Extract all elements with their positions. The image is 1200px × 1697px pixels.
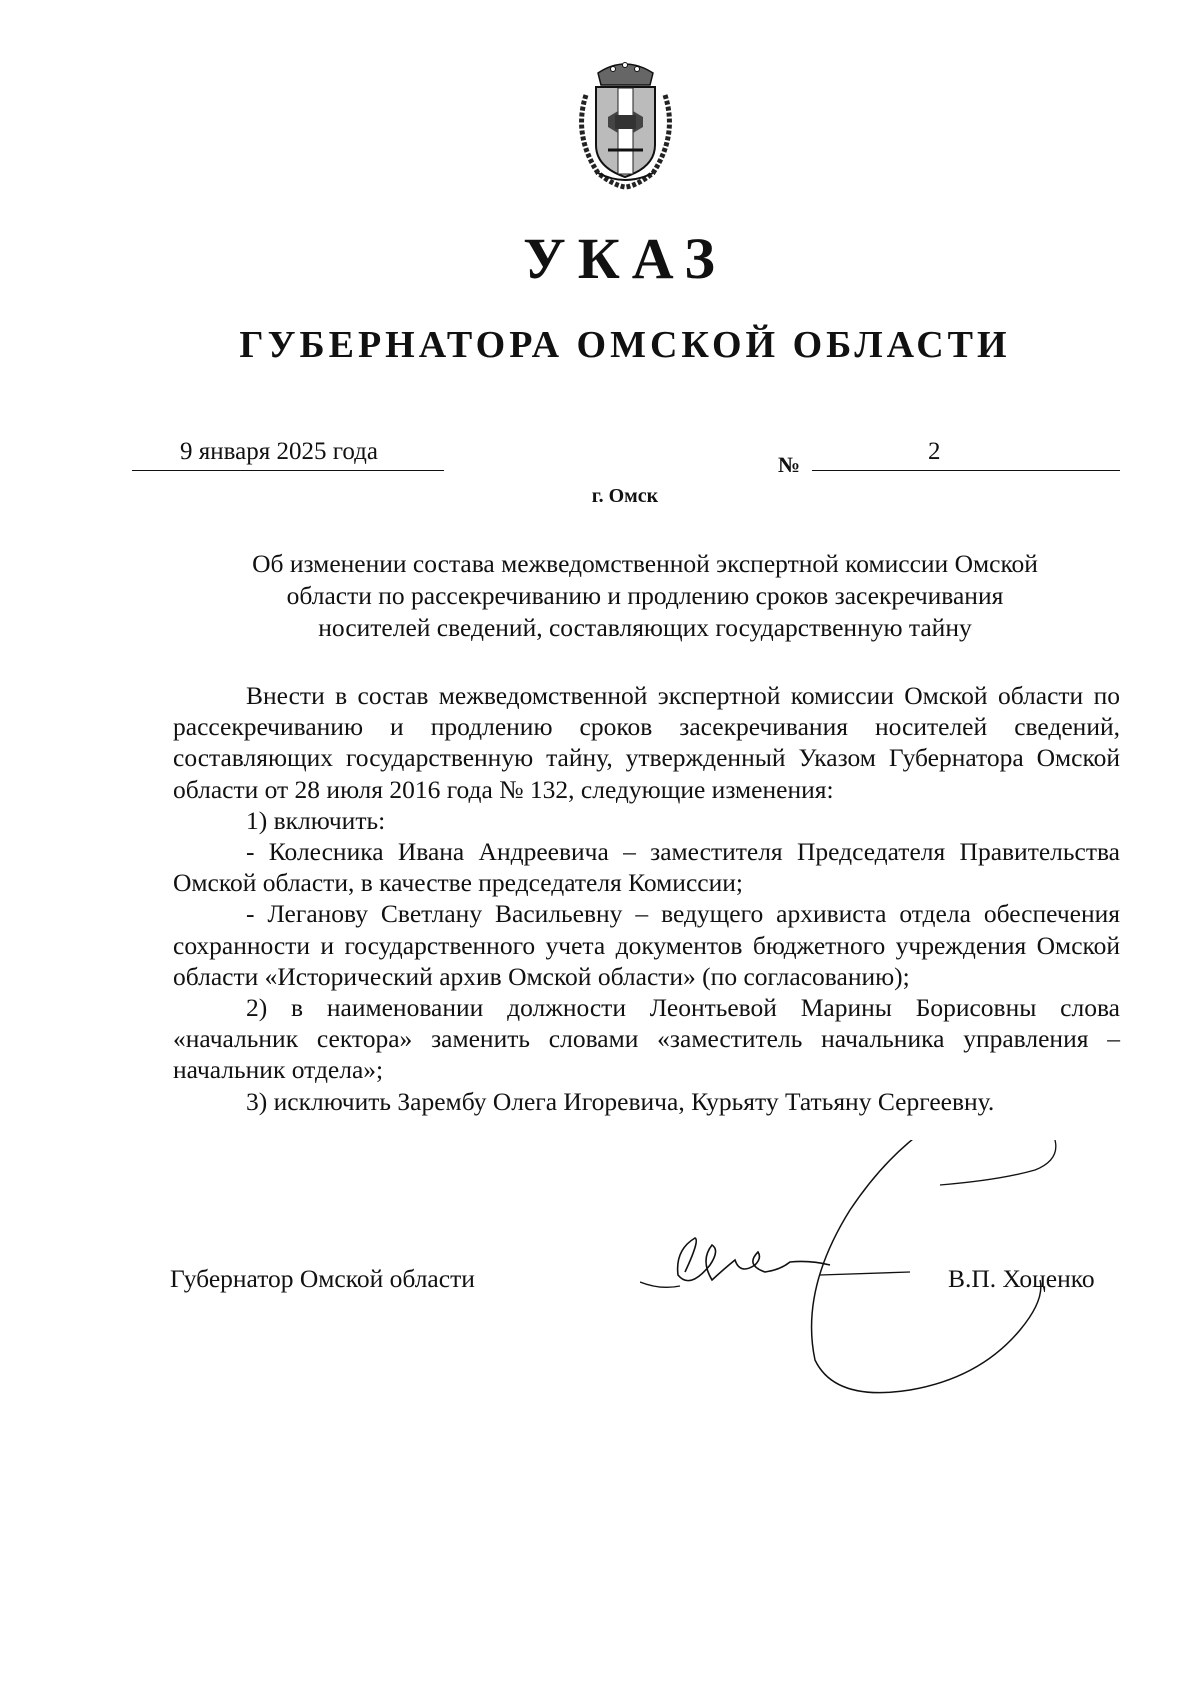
document-city: г. Омск	[591, 485, 659, 507]
number-sign: №	[778, 452, 801, 477]
date-underline	[132, 470, 444, 471]
number-underline	[812, 470, 1120, 471]
document-number: 2	[928, 438, 941, 465]
intro-paragraph: Внести в состав межведомственной экспертной комиссии Омской области по рассекречиванию и продлению сроков засекречивания носителей сведений, составляющих государственную тайну, утвержденный Указом Губернатора Омской области от 28 июля 2016 года № 132, следующие изменения:	[173, 681, 1120, 804]
document-body	[173, 680, 1120, 1117]
coat-of-arms-icon	[568, 55, 683, 190]
list-item-3: 3) исключить Зарембу Олега Игоревича, Курьяту Татьяну Сергеевну.	[246, 1086, 995, 1116]
document-subtitle: ГУБЕРНАТОРА ОМСКОЙ ОБЛАСТИ	[239, 324, 1011, 366]
list-item-2: 2) в наименовании должности Леонтьевой Марины Борисовны слова «начальник сектора» заменить словами «заместитель начальника управления – начальник отдела»;	[173, 993, 1120, 1085]
signatory-name: В.П. Хоценко	[948, 1264, 1095, 1293]
list-subitem-1a: - Колесника Ивана Андреевича – заместителя Председателя Правительства Омской области, в качестве председателя Комиссии;	[173, 837, 1120, 898]
heading-line: Об изменении состава межведомственной экспертной комиссии Омской	[252, 549, 1038, 578]
handwritten-signature-icon	[640, 1140, 1110, 1400]
document-date: 9 января 2025 года	[180, 438, 378, 465]
heading-line: области по рассекречиванию и продлению сроков засекречивания	[286, 581, 1004, 610]
document-title: УКАЗ	[523, 226, 727, 291]
document-heading	[195, 548, 1095, 644]
list-item-1: 1) включить:	[246, 805, 386, 835]
list-subitem-1b: - Леганову Светлану Васильевну – ведущего архивиста отдела обеспечения сохранности и государственного учета документов бюджетного учреждения Омской области «Исторический архив Омской области» (по согласованию);	[173, 899, 1120, 991]
heading-line: носителей сведений, составляющих государственную тайну	[318, 613, 972, 642]
signatory-position: Губернатор Омской области	[170, 1264, 475, 1293]
